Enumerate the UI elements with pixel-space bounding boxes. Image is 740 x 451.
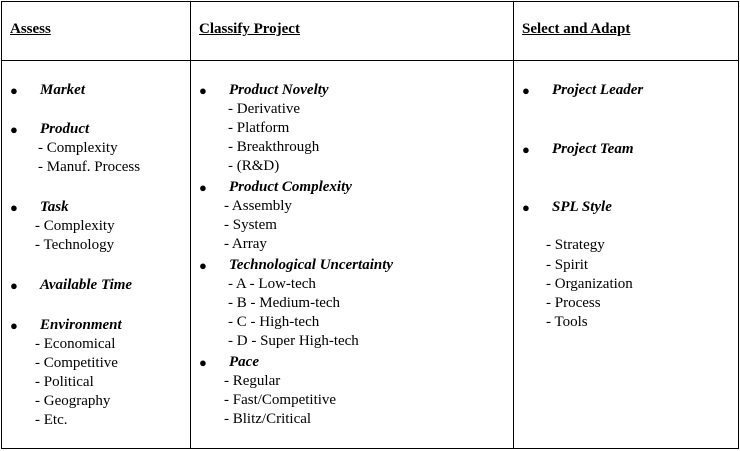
- bullet-icon: ●: [199, 83, 207, 98]
- sub-item: - Array: [224, 236, 267, 252]
- item-label: Project Team: [552, 141, 634, 157]
- item-label: SPL Style: [552, 199, 612, 215]
- sub-item: - Spirit: [546, 257, 589, 273]
- item-label: Environment: [40, 317, 122, 333]
- item-label: Task: [40, 199, 69, 215]
- item-label: Project Leader: [552, 82, 644, 98]
- sub-item: - A - Low-tech: [228, 276, 316, 292]
- bullet-icon: ●: [199, 180, 207, 195]
- sub-item: - Derivative: [228, 101, 301, 117]
- column-header: Classify Project: [199, 21, 300, 37]
- item-label: Product: [40, 121, 90, 137]
- sub-item: - Complexity: [35, 218, 115, 234]
- sub-item: - System: [224, 217, 277, 233]
- sub-item: - Organization: [546, 276, 633, 292]
- sub-item: - Blitz/Critical: [224, 411, 312, 427]
- bullet-icon: ●: [199, 355, 207, 370]
- column-divider-2: [513, 1, 514, 449]
- sub-item: - Strategy: [546, 237, 605, 253]
- bullet-icon: ●: [10, 278, 18, 293]
- bullet-icon: ●: [10, 122, 18, 137]
- column-header: Assess: [10, 21, 51, 37]
- sub-item: - Complexity: [38, 140, 118, 156]
- sub-item: - Etc.: [35, 412, 68, 428]
- sub-item: - (R&D): [228, 158, 280, 174]
- sub-item: - C - High-tech: [228, 314, 320, 330]
- item-label: Market: [40, 82, 85, 98]
- bullet-icon: ●: [522, 200, 530, 215]
- bullet-icon: ●: [522, 83, 530, 98]
- sub-item: - Regular: [224, 373, 281, 389]
- sub-item: - Fast/Competitive: [224, 392, 337, 408]
- item-label: Technological Uncertainty: [229, 257, 394, 273]
- sub-item: - Political: [35, 374, 94, 390]
- sub-item: - Economical: [35, 336, 116, 352]
- column-divider-1: [190, 1, 191, 449]
- sub-item: - Manuf. Process: [38, 159, 141, 175]
- sub-item: - Breakthrough: [228, 139, 320, 155]
- item-label: Product Novelty: [229, 82, 329, 98]
- sub-item: - B - Medium-tech: [228, 295, 341, 311]
- bullet-icon: ●: [522, 142, 530, 157]
- sub-item: - Assembly: [224, 198, 292, 214]
- sub-item: - D - Super High-tech: [228, 333, 359, 349]
- bullet-icon: ●: [10, 83, 18, 98]
- bullet-icon: ●: [199, 258, 207, 273]
- item-label: Product Complexity: [229, 179, 352, 195]
- header-divider: [1, 60, 739, 61]
- sub-item: - Geography: [35, 393, 111, 409]
- column-header: Select and Adapt: [522, 21, 631, 37]
- bullet-icon: ●: [10, 318, 18, 333]
- sub-item: - Platform: [228, 120, 290, 136]
- sub-item: - Competitive: [35, 355, 118, 371]
- sub-item: - Tools: [546, 314, 588, 330]
- sub-item: - Process: [546, 295, 601, 311]
- item-label: Pace: [229, 354, 259, 370]
- bullet-icon: ●: [10, 200, 18, 215]
- item-label: Available Time: [40, 277, 133, 293]
- sub-item: - Technology: [35, 237, 115, 253]
